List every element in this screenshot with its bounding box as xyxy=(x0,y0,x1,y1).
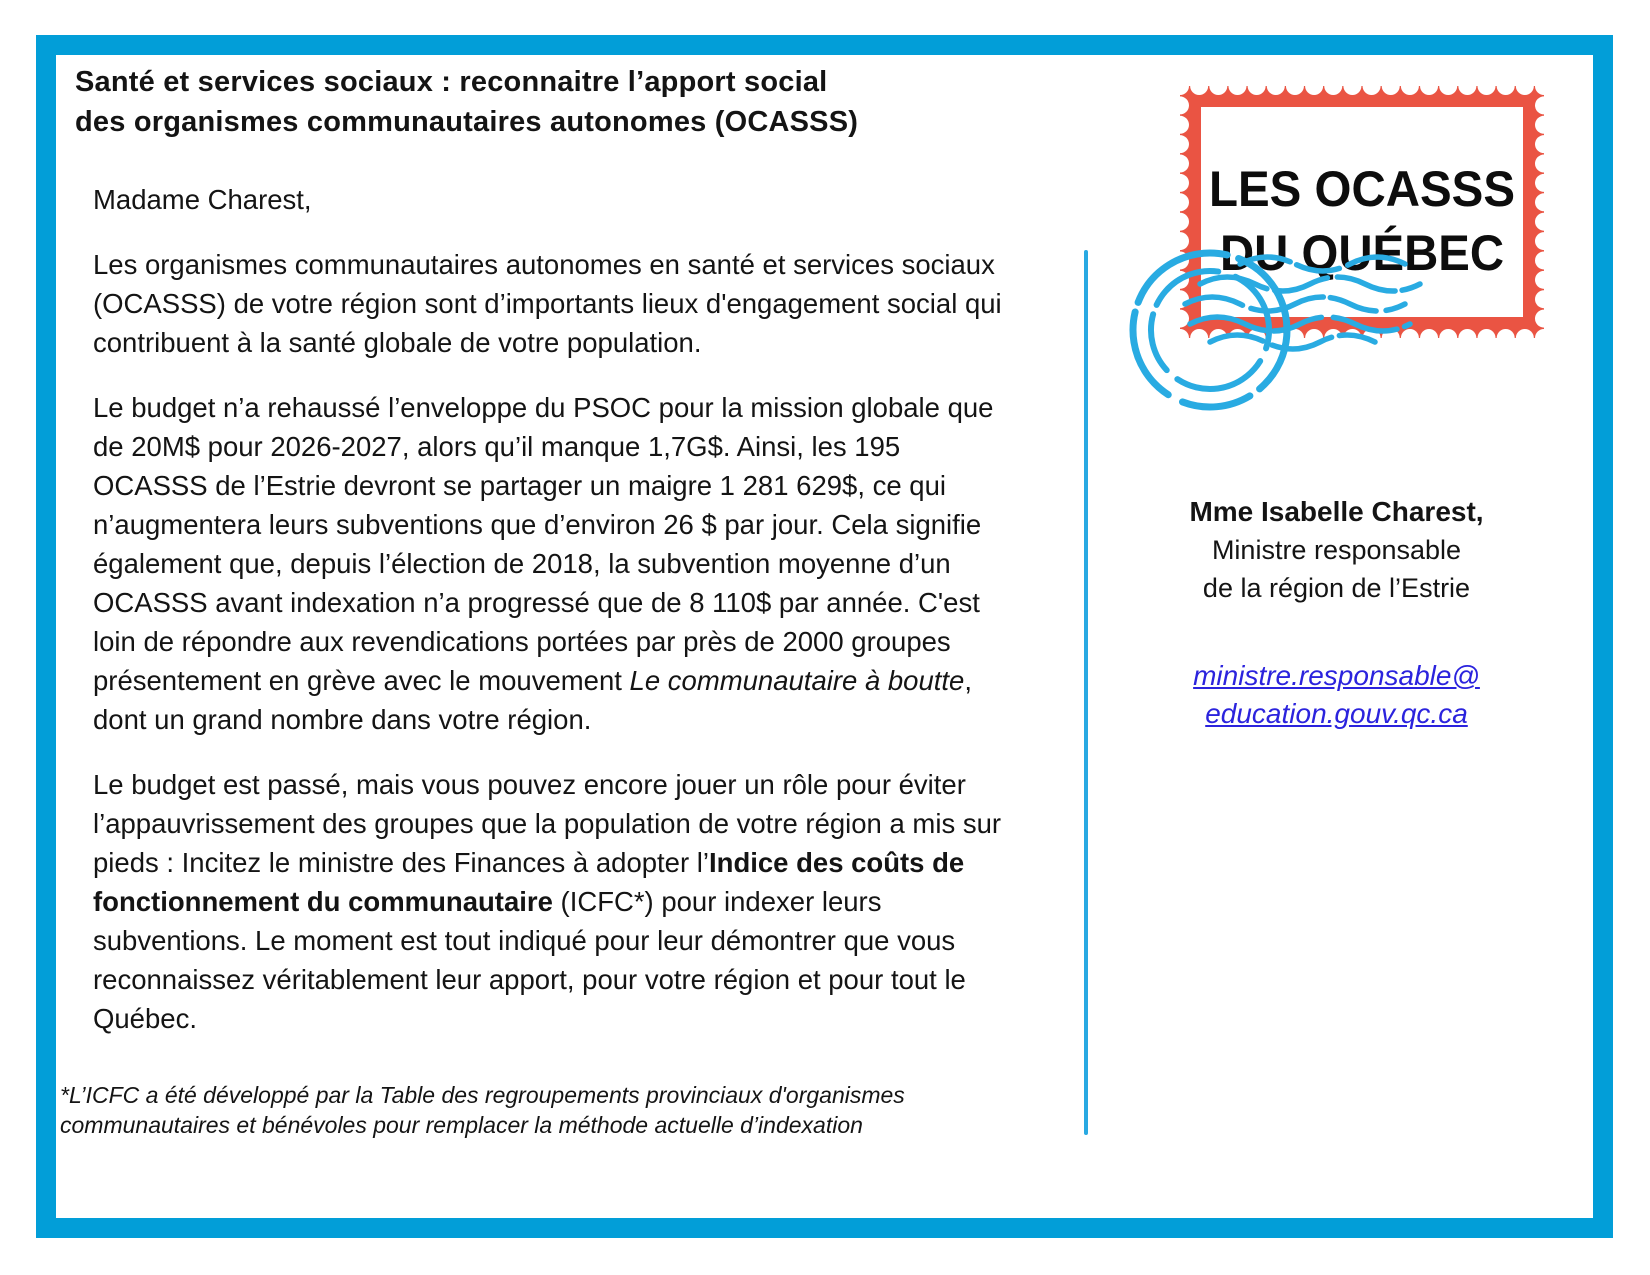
recipient-role-1: Ministre responsable xyxy=(1211,535,1462,565)
footnote: *L’ICFC a été développé par la Table des regroupements provinciaux d'organismes communautaires et bénévoles pour remplacer la méthode actuelle d’indexation xyxy=(60,1082,905,1138)
paragraph-3: Le budget est passé, mais vous pouvez encore jouer un rôle pour éviter l’appauvrissement des groupes que la population de votre région a mis sur pieds : Incitez le ministre des Finances à adopter l’Indice des coûts de fonctionnement du communautaire (ICFC*) pour indexer leurs subventions. Le moment est tout indiqué pour leur démontrer que vous reconnaissez véritablement leur apport, pour votre région et pour tout le Québec. xyxy=(93,769,1002,1034)
paragraph-2: Le budget n’a rehaussé l’enveloppe du PSOC pour la mission globale que de 20M$ pour 2026-2027, alors qu’il manque 1,7G$. Ainsi, les 195 OCASSS de l’Estrie devront se partager un maigre 1 281 629$, ce qui n’augmentera leurs subventions que d’environ 26 $ par jour. Cela signifie également que, depuis l’élection de 2018, la subvention moyenne d’un OCASSS avant indexation n’a progressé que de 8 110$ par année. C'est loin de répondre aux revendications portées par près de 2000 groupes présentement en grève avec le mouvement Le communautaire à boutte, dont un grand nombre dans votre région. xyxy=(93,392,994,735)
recipient-block xyxy=(1099,492,1574,733)
email-line-2: education.gouv.qc.ca xyxy=(1205,698,1468,729)
letter-title-line-2: des organismes communautaires autonomes (OCASSS) xyxy=(75,106,859,138)
stamp-text-line-1: LES OCASSS xyxy=(1209,161,1515,217)
letter-title-line-1: Santé et services sociaux : reconnaitre l’apport social xyxy=(75,66,828,98)
recipient-name: Mme Isabelle Charest, xyxy=(1189,496,1484,527)
salutation: Madame Charest, xyxy=(93,184,312,215)
letter-title xyxy=(75,62,1087,142)
recipient-role-2: de la région de l’Estrie xyxy=(1202,573,1471,603)
column-divider xyxy=(1084,250,1088,1135)
postmark xyxy=(1115,242,1425,422)
email-line-1: ministre.responsable@ xyxy=(1193,660,1480,691)
paragraph-1: Les organismes communautaires autonomes en santé et services sociaux (OCASSS) de votre région sont d’importants lieux d'engagement social qui contribuent à la santé globale de votre population. xyxy=(93,249,1002,358)
letter-body xyxy=(57,55,1087,1140)
stamp-text-line-2: DU QUÉBEC xyxy=(1220,225,1504,281)
email-link[interactable] xyxy=(1099,657,1574,733)
postmark-strokes xyxy=(1104,224,1420,436)
